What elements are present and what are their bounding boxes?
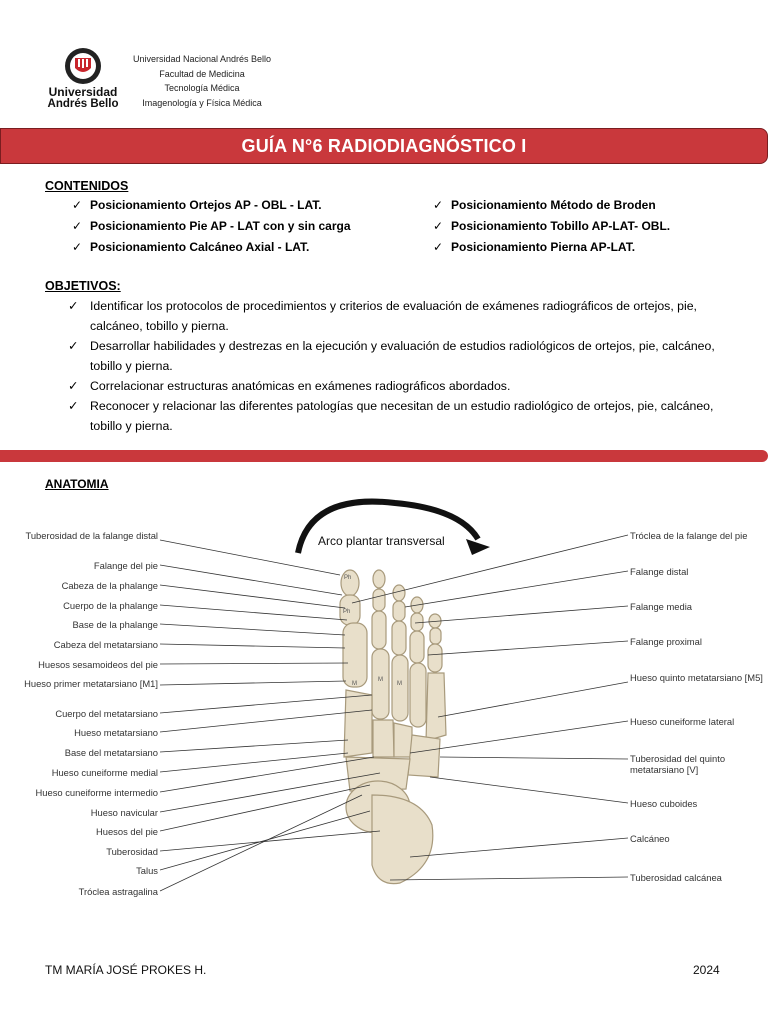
- objetivo-item: ✓ Desarrollar habilidades y destrezas en la ejecución y evaluación de estudios radiológicos de ortejos, pie, calcáneo, tobillo y pierna.: [90, 336, 730, 376]
- label-tuberosidad-calcanea: Tuberosidad calcánea: [630, 872, 722, 883]
- bone-tag: Ph: [344, 575, 352, 581]
- label-tuberosidad-falange-distal: Tuberosidad de la falange distal: [25, 530, 158, 541]
- label-base-metatarsiano: Base del metatarsiano: [64, 747, 158, 758]
- bone-tag: M: [397, 681, 402, 687]
- objetivo-item: ✓ Identificar los protocolos de procedimientos y criterios de evaluación de exámenes radiográficos de ortejos, pie, calcáneo, tobillo y pierna.: [90, 296, 730, 336]
- label-cuneiforme-lateral: Hueso cuneiforme lateral: [630, 716, 735, 727]
- contenidos-heading: CONTENIDOS: [45, 179, 129, 193]
- check-icon: ✓: [433, 240, 444, 254]
- label-falange-proximal: Falange proximal: [630, 636, 702, 647]
- page-title: GUÍA N°6 RADIODIAGNÓSTICO I: [241, 136, 527, 156]
- label-cuerpo-phalange: Cuerpo de la phalange: [63, 600, 158, 611]
- bone-tag: Ph: [343, 609, 351, 615]
- check-icon: ✓: [433, 219, 444, 233]
- arrow-head-icon: [466, 539, 490, 555]
- label-cuerpo-metatarsiano: Cuerpo del metatarsiano: [55, 708, 158, 719]
- bone-tag: M: [378, 677, 383, 683]
- label-falange-media: Falange media: [630, 601, 693, 612]
- check-icon: ✓: [433, 198, 444, 212]
- label-navicular: Hueso navicular: [90, 807, 158, 818]
- svg-text:Universidad: Universidad: [48, 85, 118, 99]
- label-calcaneo: Calcáneo: [630, 833, 670, 844]
- check-icon: ✓: [68, 299, 79, 313]
- institution-line: Facultad de Medicina: [159, 68, 245, 79]
- check-icon: ✓: [72, 198, 83, 212]
- check-icon: ✓: [68, 339, 79, 353]
- footer-author: TM MARÍA JOSÉ PROKES H.: [45, 963, 207, 977]
- check-icon: ✓: [72, 219, 83, 233]
- label-talus: Talus: [136, 865, 158, 876]
- bone-tag: M: [352, 681, 357, 687]
- svg-text:Andrés Bello: Andrés Bello: [47, 98, 119, 110]
- university-seal-icon: [47, 44, 121, 110]
- foot-bones: [340, 570, 446, 884]
- label-cabeza-metatarsiano: Cabeza del metatarsiano: [53, 639, 158, 650]
- footer-year: 2024: [693, 963, 720, 977]
- label-cuneiforme-intermedio: Hueso cuneiforme intermedio: [35, 787, 158, 798]
- objetivos-heading: OBJETIVOS:: [45, 279, 121, 293]
- label-sesamoideos: Huesos sesamoideos del pie: [38, 659, 158, 670]
- label-tuberosidad: Tuberosidad: [106, 846, 158, 857]
- label-cuboides: Hueso cuboides: [630, 798, 698, 809]
- contenido-item: ✓ Posicionamiento Ortejos AP - OBL - LAT.: [72, 198, 322, 212]
- label-cuneiforme-medial: Hueso cuneiforme medial: [51, 767, 158, 778]
- institution-line: Universidad Nacional Andrés Bello: [132, 54, 272, 64]
- label-hueso-metatarsiano: Hueso metatarsiano: [74, 727, 158, 738]
- label-primer-metatarsiano: Hueso primer metatarsiano [M1]: [24, 678, 158, 689]
- objetivo-item: ✓ Reconocer y relacionar las diferentes patologías que necesitan de un estudio radiológico de ortejos, pie, calcáneo, tobillo y pierna.: [90, 396, 730, 436]
- label-tuberosidad-quinto: Tuberosidad del quinto metatarsiano [V]: [630, 753, 726, 775]
- check-icon: ✓: [68, 399, 79, 413]
- university-logo: [47, 44, 121, 110]
- institution-line: Tecnología Médica: [164, 83, 240, 93]
- check-icon: ✓: [68, 379, 79, 393]
- institution-line: Imagenología y Física Médica: [142, 97, 262, 108]
- anatomia-heading: ANATOMIA: [45, 477, 109, 491]
- label-quinto-metatarsiano: Hueso quinto metatarsiano [M5]: [630, 672, 763, 683]
- label-falange-distal: Falange distal: [630, 566, 689, 577]
- contenido-item: ✓ Posicionamiento Pierna AP-LAT.: [433, 240, 636, 254]
- label-troclea-falange: Tróclea de la falange del pie: [630, 530, 748, 541]
- label-cabeza-phalange: Cabeza de la phalange: [61, 580, 158, 591]
- contenido-item: ✓ Posicionamiento Método de Broden: [433, 198, 656, 212]
- objetivo-item: ✓ Correlacionar estructuras anatómicas en exámenes radiográficos abordados.: [90, 376, 730, 396]
- label-base-phalange: Base de la phalange: [72, 619, 158, 630]
- contenido-item: ✓ Posicionamiento Calcáneo Axial - LAT.: [72, 240, 310, 254]
- contenido-item: ✓ Posicionamiento Tobillo AP-LAT- OBL.: [433, 219, 671, 233]
- arch-label: Arco plantar transversal: [318, 534, 445, 548]
- label-huesos-pie: Huesos del pie: [95, 826, 158, 837]
- check-icon: ✓: [72, 240, 83, 254]
- label-falange-pie: Falange del pie: [93, 560, 158, 571]
- contenido-item: ✓ Posicionamiento Pie AP - LAT con y sin carga: [72, 219, 351, 233]
- institution-block: [118, 52, 286, 110]
- section-divider: [0, 450, 768, 462]
- label-troclea-astragalina: Tróclea astragalina: [78, 886, 158, 897]
